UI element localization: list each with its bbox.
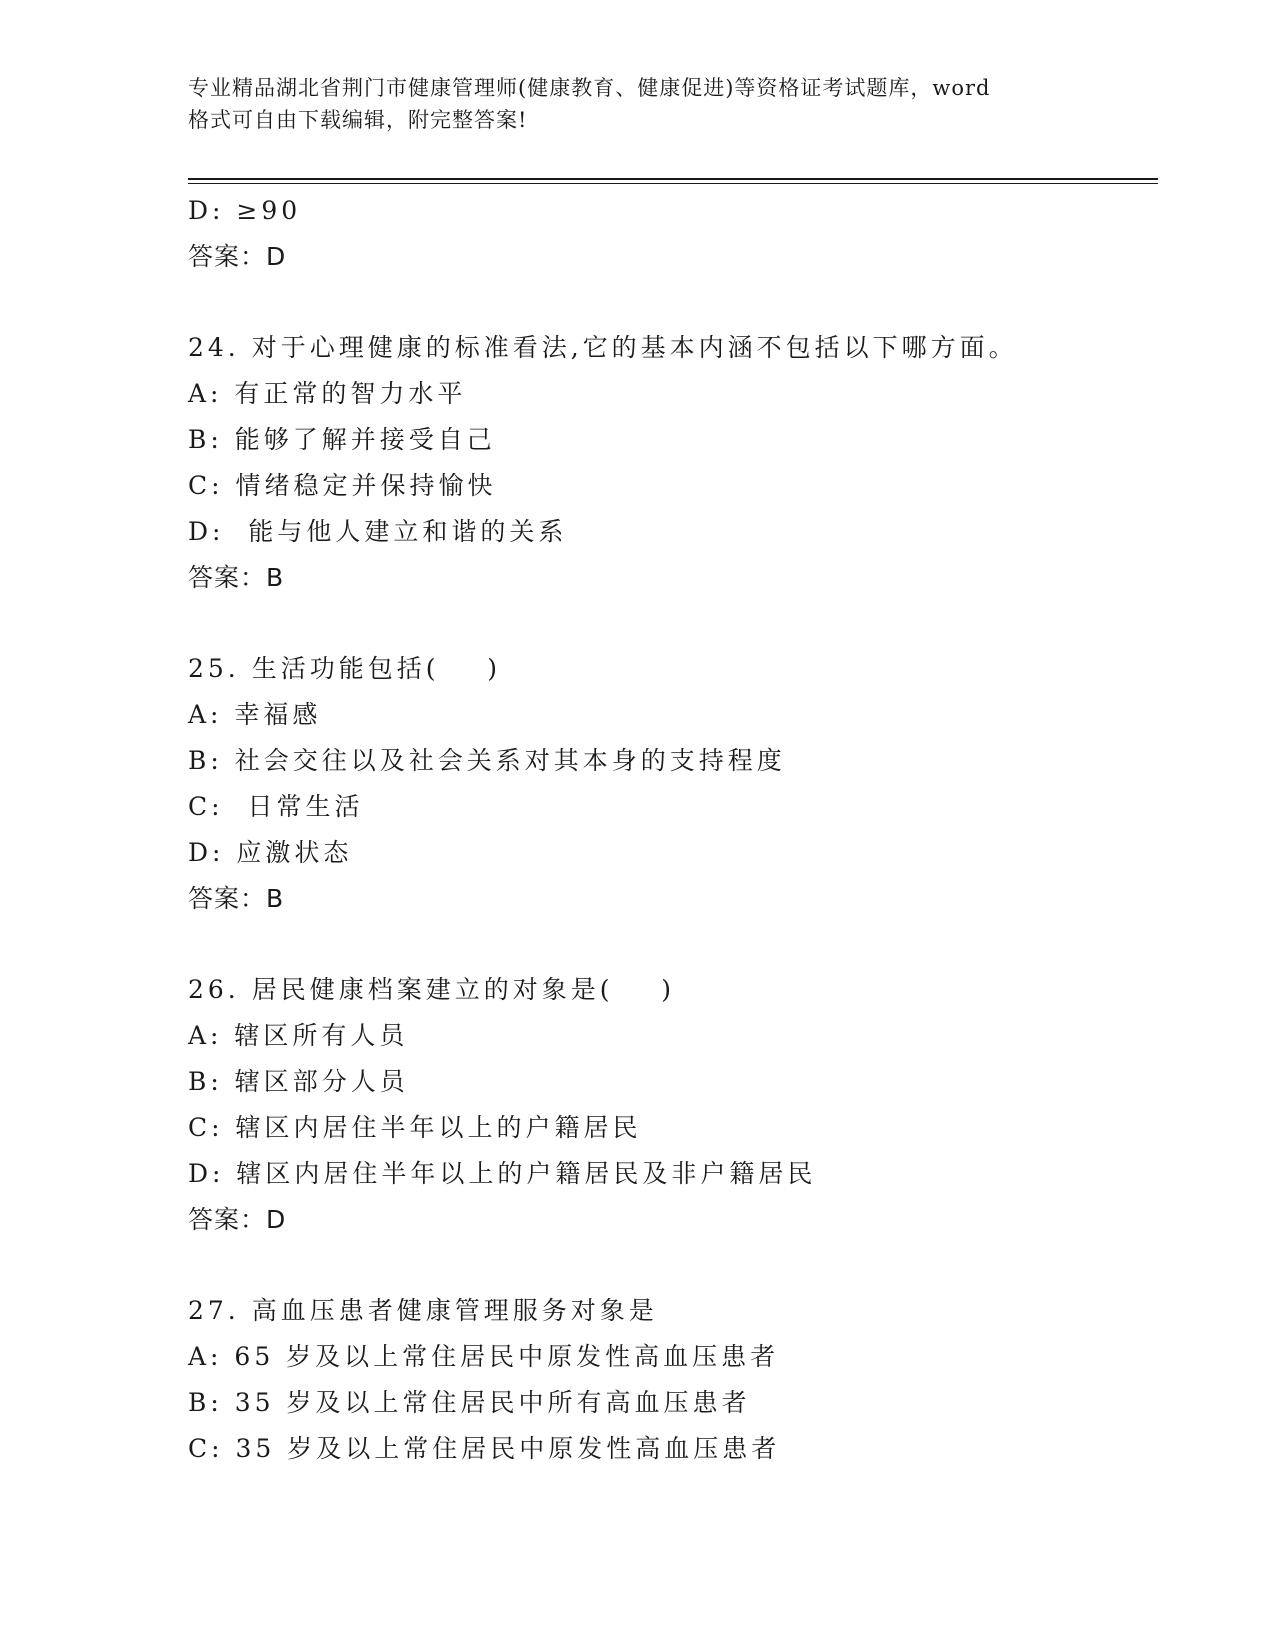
question-24	[188, 325, 1168, 601]
prev-answer: 答案：D	[188, 242, 287, 271]
option-b: B: 辖区部分人员	[188, 1067, 409, 1096]
header-line-2: 格式可自由下载编辑，附完整答案!	[188, 108, 528, 132]
question-27	[188, 1288, 1168, 1472]
option-c: C: 辖区内居住半年以上的户籍居民	[188, 1113, 642, 1142]
question-26	[188, 967, 1168, 1243]
question-stem: 26. 居民健康档案建立的对象是( )	[188, 975, 676, 1004]
prev-option-d: D: ≥90	[188, 196, 302, 225]
question-list	[188, 188, 1168, 1472]
answer: 答案：D	[188, 1205, 287, 1234]
answer: 答案：B	[188, 563, 285, 592]
spacer	[188, 922, 1168, 967]
page-header	[188, 72, 1088, 136]
option-d: D: 辖区内居住半年以上的户籍居民及非户籍居民	[188, 1159, 817, 1188]
header-line-1: 专业精品湖北省荆门市健康管理师(健康教育、健康促进)等资格证考试题库，word	[188, 76, 991, 100]
option-d: D: 应激状态	[188, 838, 353, 867]
option-a: A: 有正常的智力水平	[188, 379, 467, 408]
question-stem: 25. 生活功能包括( )	[188, 654, 501, 683]
spacer	[188, 601, 1168, 646]
option-b: B: 能够了解并接受自己	[188, 425, 496, 454]
option-a: A: 辖区所有人员	[188, 1021, 409, 1050]
spacer	[188, 280, 1168, 325]
option-c: C: 日常生活	[188, 792, 364, 821]
option-c: C: 情绪稳定并保持愉快	[188, 471, 497, 500]
spacer	[188, 1243, 1168, 1288]
answer: 答案：B	[188, 884, 285, 913]
option-b: B: 社会交往以及社会关系对其本身的支持程度	[188, 746, 786, 775]
header-divider-thick	[188, 178, 1158, 180]
option-b: B: 35 岁及以上常住居民中所有高血压患者	[188, 1388, 751, 1417]
option-d: D: 能与他人建立和谐的关系	[188, 517, 568, 546]
question-stem: 24. 对于心理健康的标准看法,它的基本内涵不包括以下哪方面。	[188, 333, 1018, 362]
option-a: A: 65 岁及以上常住居民中原发性高血压患者	[188, 1342, 780, 1371]
option-a: A: 幸福感	[188, 700, 322, 729]
question-25	[188, 646, 1168, 922]
header-divider-thin	[188, 183, 1158, 184]
option-c: C: 35 岁及以上常住居民中原发性高血压患者	[188, 1434, 781, 1463]
question-stem: 27. 高血压患者健康管理服务对象是	[188, 1296, 658, 1325]
